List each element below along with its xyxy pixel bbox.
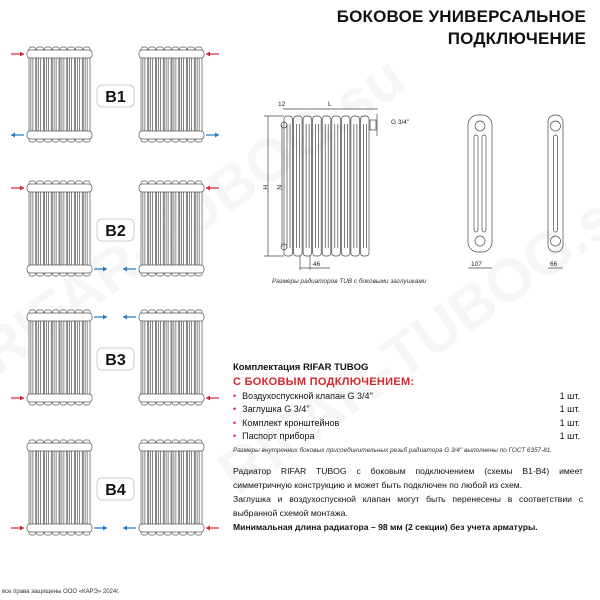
- description-min-length: Минимальная длина радиатора – 98 мм (2 секции) без учета арматуры.: [233, 522, 538, 532]
- supply-arrow-icon: [11, 526, 24, 531]
- return-arrow-icon: [123, 315, 136, 320]
- kit-item: • Паспорт прибора 1 шт.: [233, 431, 580, 441]
- kit-subheading: С БОКОВЫМ ПОДКЛЮЧЕНИЕМ:: [233, 376, 415, 388]
- kit-item: • Комплект кронштейнов 1 шт.: [233, 418, 580, 428]
- kit-item: • Заглушка G 3/4'' 1 шт.: [233, 404, 580, 414]
- supply-arrow-icon: [206, 396, 219, 401]
- description-p2: Заглушка и воздухоспускной клапан могут быть перенесены в соответствии с выбранной схемой монтажа.: [233, 494, 583, 518]
- radiator-side-view: [468, 115, 563, 268]
- radiator-icon: [139, 310, 204, 405]
- return-arrow-icon: [94, 526, 107, 531]
- scheme-label: B4: [105, 482, 126, 499]
- kit-item: • Воздухоспускной клапан G 3/4'' 1 шт.: [233, 391, 580, 401]
- dim-L: L: [328, 101, 332, 108]
- radiator-front-view: [281, 114, 377, 256]
- description-p1: Радиатор RIFAR TUBOG с боковым подключением (схемы В1-В4) имеет симметричную конструкцию и может быть подключен по любой из схем.: [233, 466, 583, 490]
- drawing-caption: Размеры радиаторов TUB с боковыми заглушками: [272, 278, 427, 285]
- radiator-icon: [27, 310, 92, 405]
- radiator-icon: [27, 440, 92, 535]
- title-line-2: ПОДКЛЮЧЕНИЕ: [447, 29, 586, 48]
- scheme-label: B2: [105, 223, 126, 240]
- supply-arrow-icon: [206, 526, 219, 531]
- dim-H: H: [261, 185, 268, 190]
- radiator-icon: [139, 440, 204, 535]
- scheme-b3: [11, 310, 219, 405]
- supply-arrow-icon: [11, 396, 24, 401]
- scheme-label: B3: [105, 352, 126, 369]
- dim-107: 107: [471, 261, 482, 268]
- return-arrow-icon: [94, 315, 107, 320]
- title-line-1: БОКОВОЕ УНИВЕРСАЛЬНОЕ: [336, 7, 586, 26]
- dim-12: 12: [278, 101, 286, 108]
- scheme-label: B1: [105, 89, 126, 106]
- kit-heading: Комплектация RIFAR TUBOG: [233, 362, 369, 373]
- dim-66: 66: [550, 261, 558, 268]
- dim-46: 46: [313, 261, 321, 268]
- dim-N: N: [275, 185, 282, 190]
- description: [233, 464, 583, 534]
- thread-note: Размеры внутренних боковых присоединительных резьб радиатора G 3/4'' выполнены по ГОСТ 6357-81.: [233, 447, 553, 454]
- copyright: все права защищены ООО «КАРЭ» 2024г.: [2, 589, 120, 595]
- scheme-b4: [11, 440, 219, 535]
- thread-label: G 3/4'': [391, 119, 410, 126]
- return-arrow-icon: [123, 526, 136, 531]
